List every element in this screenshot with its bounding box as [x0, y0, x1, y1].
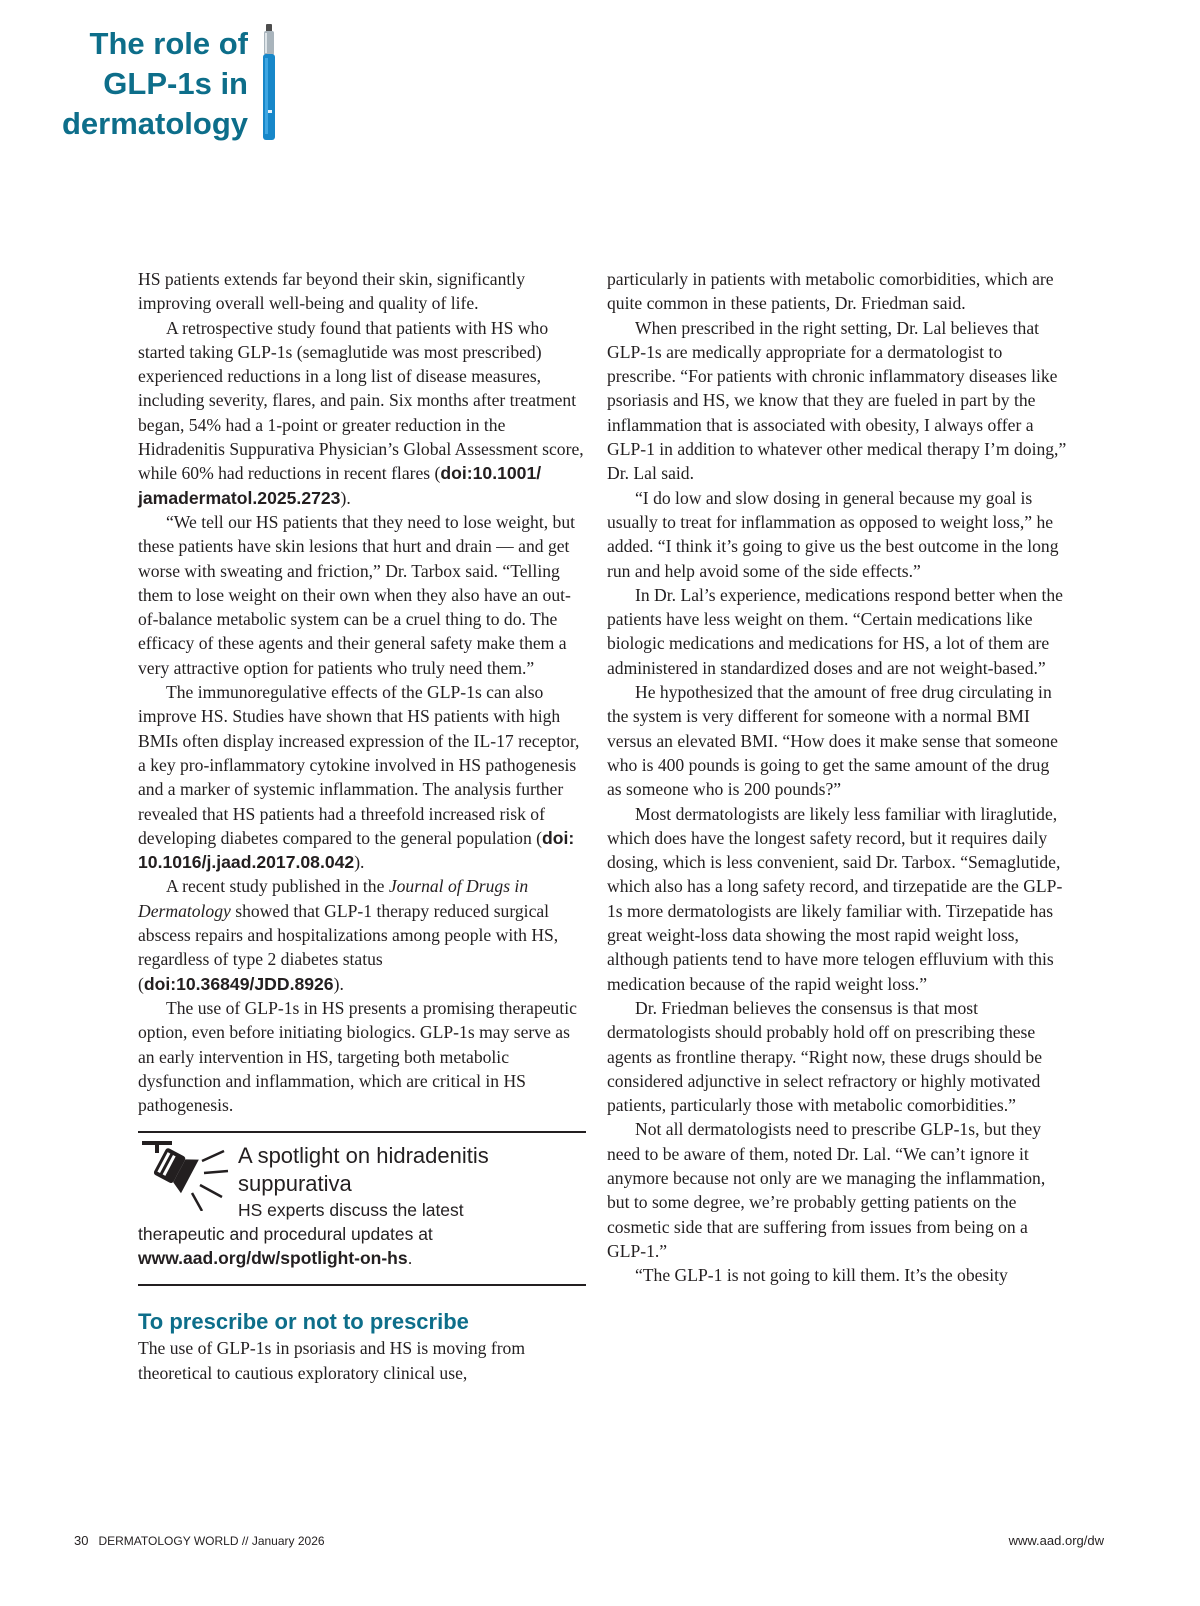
spotlight-heading: A spotlight on hidradenitis suppurativa: [238, 1143, 489, 1197]
spotlight-link[interactable]: www.aad.org/dw/spotlight-on-hs: [138, 1248, 408, 1269]
paragraph: Most dermatologists are likely less familiar with liraglutide, which does have the longest safety record, but it requires daily dosing, which is less convenient, said Dr. Tarbox. “Semaglutide, which also has a long safety record, and tirzepatide are the GLP-1s more dermatologists are likely familiar with. Tirzepatide has great weight-loss data showing the most rapid weight loss, although patients tend to have more telogen effluvium with this medication because of the rapid weight loss.”: [607, 803, 1063, 994]
section-heading: To prescribe or not to prescribe: [138, 1309, 469, 1335]
title-line-3: dermatology: [61, 106, 248, 141]
doi-reference: doi:10.1001/ jamadermatol.2025.2723: [138, 463, 542, 508]
footer-website[interactable]: www.aad.org/dw: [1008, 1533, 1104, 1548]
paragraph: In Dr. Lal’s experience, medications respond better when the patients have less weight on them. “Certain medications like biologic medications and medications for HS, a lot of them are administered in standardized doses and are not weight-based.”: [607, 584, 1063, 678]
paragraph: “The GLP-1 is not going to kill them. It’s the obesity: [635, 1265, 1008, 1286]
footer-left: [74, 1533, 325, 1548]
spotlight-text: HS experts discuss the latest therapeutic and procedural updates at www.aad.org/dw/spotlight-on-hs.: [138, 1200, 464, 1269]
title-line-2: GLP-1s in: [103, 66, 248, 101]
page-number: 30: [74, 1533, 89, 1548]
page-title: [30, 24, 248, 144]
paragraph: The use of GLP-1s in HS presents a promising therapeutic option, even before initiating biologics. GLP-1s may serve as an early intervention in HS, targeting both metabolic dysfunction and inflammation, which are critical in HS pathogenesis.: [138, 997, 577, 1116]
doi-reference: doi: 10.1016/j.jaad.2017.08.042: [138, 827, 575, 873]
left-column: [138, 267, 586, 1385]
doi-reference: doi:10.36849/JDD.8926: [143, 973, 334, 994]
paragraph: HS patients extends far beyond their skin, significantly improving overall well-being and quality of life.: [138, 269, 525, 314]
spotlight-icon: [142, 1139, 234, 1211]
paragraph: A recent study published in the Journal of Drugs in Dermatology showed that GLP-1 therapy reduced surgical abscess repairs and hospitalizations among people with HS, regardless of type 2 diabetes status (doi:10.36849/JDD.8926).: [138, 876, 559, 994]
injector-pen-icon: [260, 24, 278, 142]
paragraph: When prescribed in the right setting, Dr. Lal believes that GLP-1s are medically appropriate for a dermatologist to prescribe. “For patients with chronic inflammatory diseases like psoriasis and HS, we know that they are fueled in part by the inflammation that is associated with obesity, I always offer a GLP-1 in addition to whatever other medical therapy I’m doing,” Dr. Lal said.: [607, 317, 1067, 484]
paragraph: particularly in patients with metabolic comorbidities, which are quite common in these patients, Dr. Friedman said.: [607, 269, 1054, 314]
paragraph: Not all dermatologists need to prescribe GLP-1s, but they need to be aware of them, noted Dr. Lal. “We can’t ignore it anymore because not only are we managing the inflammation, but to some degree, we’re probably getting patients on the cosmetic side that are suffering from issues from being on a GLP-1.”: [607, 1119, 1046, 1261]
paragraph: He hypothesized that the amount of free drug circulating in the system is very different for someone with a normal BMI versus an elevated BMI. “How does it make sense that someone who is 400 pounds is going to get the same amount of the drug as someone who is 200 pounds?”: [607, 682, 1058, 800]
journal-title: Journal of Drugs in Dermatology: [138, 876, 529, 921]
paragraph: The use of GLP-1s in psoriasis and HS is moving from theoretical to cautious exploratory clinical use,: [138, 1338, 526, 1383]
paragraph: The immunoregulative effects of the GLP-1s can also improve HS. Studies have shown that HS patients with high BMIs often display increased expression of the IL-17 receptor, a key pro-inflammatory cytokine involved in HS pathogenesis and a marker of systemic inflammation. The analysis further revealed that HS patients had a threefold increased risk of developing diabetes compared to the general population (doi: 10.1016/j.jaad.2017.08.042).: [138, 682, 580, 873]
paragraph: “We tell our HS patients that they need to lose weight, but these patients have skin lesions that hurt and drain — and get worse with sweating and friction,” Dr. Tarbox said. “Telling them to lose weight on their own when they also have an out-of-balance metabolic system can be a cruel thing to do. The efficacy of these agents and their general safety make them a very attractive option for patients who truly need them.”: [138, 511, 576, 678]
paragraph: “I do low and slow dosing in general because my goal is usually to treat for inflammation as opposed to weight loss,” he added. “I think it’s going to give us the best outcome in the long run and help avoid some of the side effects.”: [607, 487, 1059, 581]
right-column: [607, 267, 1067, 1287]
paragraph: A retrospective study found that patients with HS who started taking GLP-1s (semaglutide was most prescribed) experienced reductions in a long list of disease measures, including severity, flares, and pain. Six months after treatment began, 54% had a 1-point or greater reduction in the Hidradenitis Suppurativa Physician’s Global Assessment score, while 60% had reductions in recent flares (doi:10.1001/ jamadermatol.2025.2723).: [138, 317, 584, 508]
title-line-1: The role of: [89, 26, 248, 61]
spotlight-box: [138, 1131, 586, 1286]
paragraph: Dr. Friedman believes the consensus is that most dermatologists should probably hold off on prescribing these agents as frontline therapy. “Right now, these drugs should be considered adjunctive in select refractory or highly motivated patients, particularly those with metabolic comorbidities.”: [607, 997, 1043, 1116]
publication-name: DERMATOLOGY WORLD // January 2026: [98, 1534, 325, 1548]
